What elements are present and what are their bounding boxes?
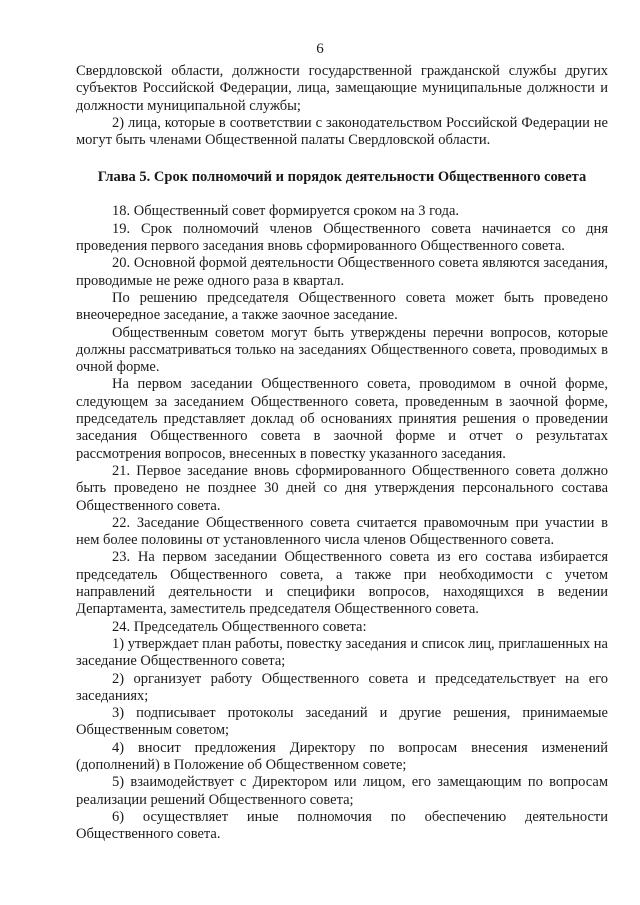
paragraph: 21. Первое заседание вновь сформированного Общественного совета должно быть проведено не позднее 30 дней со дня утверждения персонального состава Общественного совета. (76, 462, 608, 514)
list-item: 1) утверждает план работы, повестку заседания и список лиц, приглашенных на заседание Общественного совета; (76, 635, 608, 670)
paragraph: 20. Основной формой деятельности Общественного совета являются заседания, проводимые не реже одного раза в квартал. (76, 255, 608, 289)
paragraph: 23. На первом заседании Общественного совета из его состава избирается председатель Общественного совета, а также при необходимости с учетом направлений деятельности и специфики вопросов, находящихся в ведении Департамента, заместитель председателя Общественного совета. (76, 549, 608, 618)
page-number: 6 (316, 41, 324, 57)
list-item: 4) вносит предложения Директору по вопросам внесения изменений (дополнений) в Положение об Общественном совете; (76, 739, 608, 773)
paragraph: 22. Заседание Общественного совета считается правомочным при участии в нем более половины от установленного числа членов Общественного совета. (76, 514, 608, 549)
list-item: 2) организует работу Общественного совета и председательствует на его заседаниях; (76, 670, 608, 704)
list-item: 5) взаимодействует с Директором или лицом, его замещающим по вопросам реализации решений Общественного совета; (76, 774, 608, 808)
paragraph: 18. Общественный совет формируется сроком на 3 года. (112, 203, 460, 220)
paragraph: По решению председателя Общественного совета может быть проведено внеочередное заседание, а также заочное заседание. (76, 289, 608, 324)
paragraph: 24. Председатель Общественного совета: (112, 618, 367, 635)
paragraph: 19. Срок полномочий членов Общественного совета начинается со дня проведения первого заседания вновь сформированного Общественного совета. (76, 220, 608, 255)
paragraph: 2) лица, которые в соответствии с законодательством Российской Федерации не могут быть членами Общественной палаты Свердловской области. (76, 114, 608, 149)
list-item: 3) подписывает протоколы заседаний и другие решения, принимаемые Общественным советом; (76, 705, 608, 739)
chapter-title: Глава 5. Срок полномочий и порядок деятельности Общественного совета (97, 169, 587, 186)
list-item: 6) осуществляет иные полномочия по обеспечению деятельности Общественного совета. (76, 808, 608, 843)
paragraph: На первом заседании Общественного совета, проводимом в очной форме, следующем за заседанием Общественного совета, проведенным в заочной форме, председатель представляет доклад об основаниях принятия решения о проведении заседания Общественного совета в заочной форме и отчет о результатах рассмотрения вопросов, внесенных в повестку указанного заседания. (76, 376, 608, 462)
document-body (76, 63, 608, 843)
paragraph: Свердловской области, должности государственной гражданской службы других субъектов Российской Федерации, лица, замещающие муниципальные должности и должности муниципальной службы; (76, 63, 608, 114)
paragraph: Общественным советом могут быть утверждены перечни вопросов, которые должны рассматриваться только на заседаниях Общественного совета, проводимых в очной форме. (76, 324, 608, 376)
